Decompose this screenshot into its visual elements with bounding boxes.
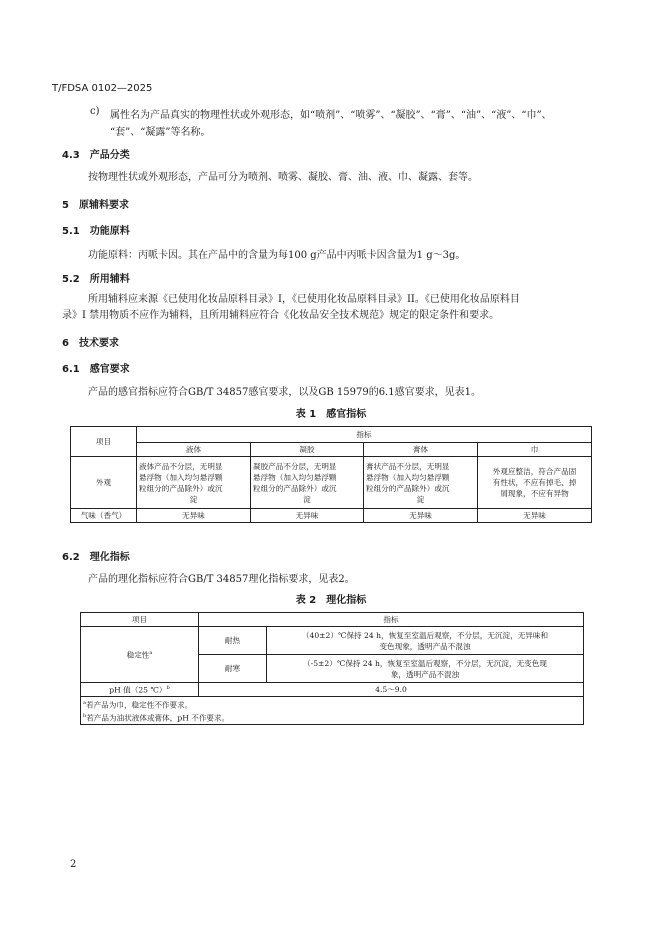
section-5-1-text: 功能原料：丙哌卡因。其在产品中的含量为每100 g产品中丙哌卡因含量为1 g～3g。 [88, 250, 466, 261]
section-6-heading: 6 技术要求 [62, 338, 119, 349]
section-6-2-heading: 6.2 理化指标 [62, 552, 130, 563]
table-1-odor-value: 无异味 [251, 509, 364, 523]
table-1-header-item: 项目 [71, 427, 137, 457]
table-2-physicochemical [80, 612, 584, 725]
section-5-2-line-1: 所用辅料应来源《已使用化妆品原料目录》I，《已使用化妆品原料目录》II。《已使用化妆品原料目 [88, 294, 520, 305]
table-2-heat-label: 耐热 [199, 627, 267, 655]
table-1-odor-value: 无异味 [364, 509, 478, 523]
table-1-appearance-gel: 凝胶产品不分层，无明显 悬浮物（加入均匀悬浮颗 粒组分的产品除外）或沉 淀 [251, 457, 364, 509]
table-1-caption: 表 1 感官指标 [295, 409, 367, 420]
section-5-1-heading: 5.1 功能原料 [62, 226, 130, 237]
section-5-2-heading: 5.2 所用辅料 [62, 274, 130, 285]
item-c-line-1: 属性名为产品真实的物理性状或外观形态，如“喷剂”、“喷雾”、“凝胶”、“膏”、“油”、“液”、“巾”、 [110, 110, 552, 121]
table-2-ph-label: pH 值（25 ℃）$^b$ [81, 683, 199, 697]
document-code: T/FDSA 0102—2025 [52, 83, 153, 94]
table-2-caption: 表 2 理化指标 [295, 595, 367, 606]
table-2-header-item: 项目 [81, 613, 199, 627]
list-marker-c: c) [90, 106, 100, 117]
table-1-subheader: 液体 [137, 443, 251, 457]
table-1-appearance-wipe: 外观应整洁，符合产品固 有性状，不应有掉毛、掉 屑现象，不应有异物 [478, 457, 592, 509]
table-2-stability-label: 稳定性$^a$ [81, 627, 199, 683]
table-2-ph-value: 4.5～9.0 [199, 683, 584, 697]
table-2-note-a: $^a$若产品为巾，稳定性不作要求。 [83, 699, 193, 710]
table-2-heat-value: （40±2）℃保持 24 h，恢复至室温后观察，不分层，无沉淀，无异味和 变色现象，透明产品不混浊 [267, 627, 584, 655]
item-c-line-2: “套”、“凝露”等名称。 [110, 127, 211, 138]
table-2-cold-label: 耐寒 [199, 655, 267, 683]
page-number: 2 [70, 859, 77, 870]
section-6-1-heading: 6.1 感官要求 [62, 364, 130, 375]
table-1-appearance-liquid: 液体产品不分层，无明显 悬浮物（加入均匀悬浮颗 粒组分的产品除外）或沉 淀 [137, 457, 251, 509]
section-4-3-heading: 4.3 产品分类 [62, 150, 130, 161]
table-1-odor-value: 无异味 [478, 509, 592, 523]
section-4-3-text: 按物理性状或外观形态，产品可分为喷剂、喷雾、凝胶、膏、油、液、巾、凝露、套等。 [88, 172, 478, 183]
section-5-heading: 5 原辅料要求 [62, 200, 129, 211]
section-6-1-text: 产品的感官指标应符合GB/T 34857感官要求，以及GB 15979的6.1感官要求，见表1。 [88, 387, 481, 398]
table-1-sensory [70, 426, 592, 523]
table-1-subheader: 凝胶 [251, 443, 364, 457]
table-1-appearance-label: 外观 [71, 457, 137, 509]
section-6-2-text: 产品的理化指标应符合GB/T 34857理化指标要求，见表2。 [88, 574, 355, 585]
table-1-odor-value: 无异味 [137, 509, 251, 523]
table-1-subheader: 巾 [478, 443, 592, 457]
table-1-header-indicator: 指标 [137, 427, 592, 443]
table-1-odor-label: 气味（香气） [71, 509, 137, 523]
table-2-notes [81, 697, 584, 725]
table-2-cold-value: （-5±2）℃保持 24 h，恢复至室温后观察，不分层，无沉淀，无变色现 象，透明产品不混浊 [267, 655, 584, 683]
table-1-appearance-paste: 膏状产品不分层，无明显 悬浮物（加入均匀悬浮颗 粒组分的产品除外）或沉 淀 [364, 457, 478, 509]
table-2-header-indicator: 指标 [199, 613, 584, 627]
table-2-note-b: $^b$若产品为油状液体或膏体，pH 不作要求。 [83, 712, 230, 723]
section-5-2-line-2: 录》I 禁用物质不应作为辅料，且所用辅料应符合《化妆品安全技术规范》规定的限定条件和要求。 [62, 310, 500, 321]
table-1-subheader: 膏体 [364, 443, 478, 457]
